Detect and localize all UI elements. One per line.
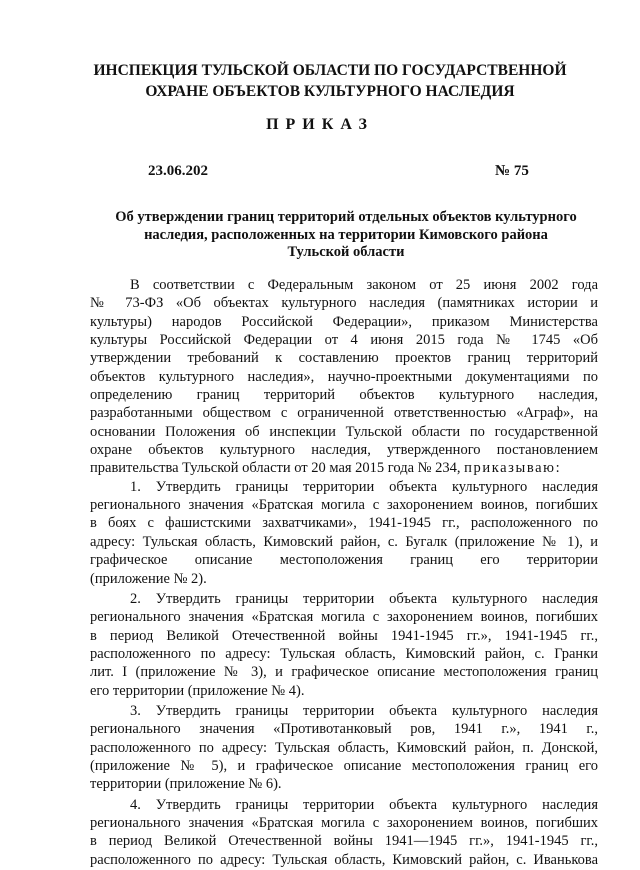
preamble-paragraph (90, 276, 598, 478)
document-number: № 75 (495, 163, 529, 179)
text-line: его территории (приложение № 4). (90, 682, 305, 699)
subject-line: наследия, расположенных на территории Кимовского района (144, 226, 548, 243)
document-date: 23.06.202 (148, 163, 208, 179)
document-subject (90, 209, 602, 262)
text-line: регионального значения «Противотанковый ров, 1941 г.», 1941 г., (90, 721, 598, 738)
text-line: определению границ территорий объектов культурного наследия, (90, 387, 598, 404)
text-line: культуры Российской Федерации от 4 июня 2015 года № 1745 «Об (90, 332, 598, 349)
order-word: приказываю: (464, 460, 562, 477)
text-line: графическое описание местоположения границ его территории (90, 552, 598, 569)
text-line: № 73-ФЗ «Об объектах культурного наследия (памятниках истории и (90, 295, 598, 312)
text-line: В соответствии с Федеральным законом от 25 июня 2002 года (130, 277, 598, 293)
text-line: 3. Утвердить границы территории объекта культурного наследия (130, 702, 598, 719)
text-line: лит. I (приложение № 3), и графическое описание местоположения границ (90, 664, 598, 681)
text-line: в боях с фашистскими захватчиками», 1941-1945 гг., расположенного по (90, 515, 598, 532)
document-body (90, 276, 598, 869)
text-line: территории (приложение № 6). (90, 776, 282, 793)
text-line: 4. Утвердить границы территории объекта культурного наследия (130, 796, 598, 813)
document-type-title: ПРИКАЗ (266, 116, 374, 133)
order-item-2 (90, 590, 598, 700)
subject-line: Об утверждении границ территорий отдельных объектов культурного (115, 209, 577, 225)
text-line: основании Положения об инспекции Тульской области по государственной (90, 423, 598, 440)
text-line: регионального значения «Братская могила с захоронением воинов, погибших (90, 609, 598, 626)
text-line: в период Великой Отечественной войны 1941-1945 гг.», 1941-1945 гг., (90, 627, 598, 644)
text-line: адресу: Тульская область, Кимовский район, с. Бугалк (приложение № 1), и (90, 533, 598, 550)
order-item-4 (90, 796, 598, 869)
order-item-3 (90, 702, 598, 794)
institution-line: ОХРАНЕ ОБЪЕКТОВ КУЛЬТУРНОГО НАСЛЕДИЯ (145, 83, 515, 100)
text-line-start: правительства Тульской области от 20 мая 2015 года № 234, (90, 460, 461, 477)
text-line: объектов культурного наследия», научно-проектными документациями по (90, 368, 598, 385)
institution-line: ИНСПЕКЦИЯ ТУЛЬСКОЙ ОБЛАСТИ ПО ГОСУДАРСТВЕННОЙ (93, 62, 567, 79)
text-line: разработанными обществом с ограниченной ответственностью «Аграф», на (90, 405, 598, 422)
institution-header (60, 60, 600, 102)
text-line: охране объектов культурного наследия, утвержденного постановлением (90, 442, 598, 459)
text-line: 2. Утвердить границы территории объекта культурного наследия (130, 590, 598, 607)
text-line: регионального значения «Братская могила с захоронением воинов, погибших (90, 497, 598, 514)
text-line (90, 459, 598, 477)
text-line: расположенного по адресу: Тульская область, Кимовский район, с. Иванькова (90, 851, 598, 868)
order-item-1 (90, 478, 598, 588)
text-line: расположенного по адресу: Тульская область, Кимовский район, с. Гранки (90, 645, 598, 662)
text-line: утверждении требований к составлению проектов границ территорий (90, 350, 598, 367)
text-line: 1. Утвердить границы территории объекта культурного наследия (130, 478, 598, 495)
subject-line: Тульской области (287, 244, 405, 260)
text-line: регионального значения «Братская могила с захоронением воинов, погибших (90, 814, 598, 831)
text-line: в период Великой Отечественной войны 1941—1945 гг.», 1941-1945 гг., (90, 833, 598, 850)
text-line: культуры) народов Российской Федерации», приказом Министерства (90, 313, 598, 330)
text-line: расположенного по адресу: Тульская область, Кимовский район, п. Донской, (90, 739, 598, 756)
text-line: (приложение № 5), и графическое описание местоположения границ его (90, 757, 598, 774)
text-line: (приложение № 2). (90, 570, 207, 587)
